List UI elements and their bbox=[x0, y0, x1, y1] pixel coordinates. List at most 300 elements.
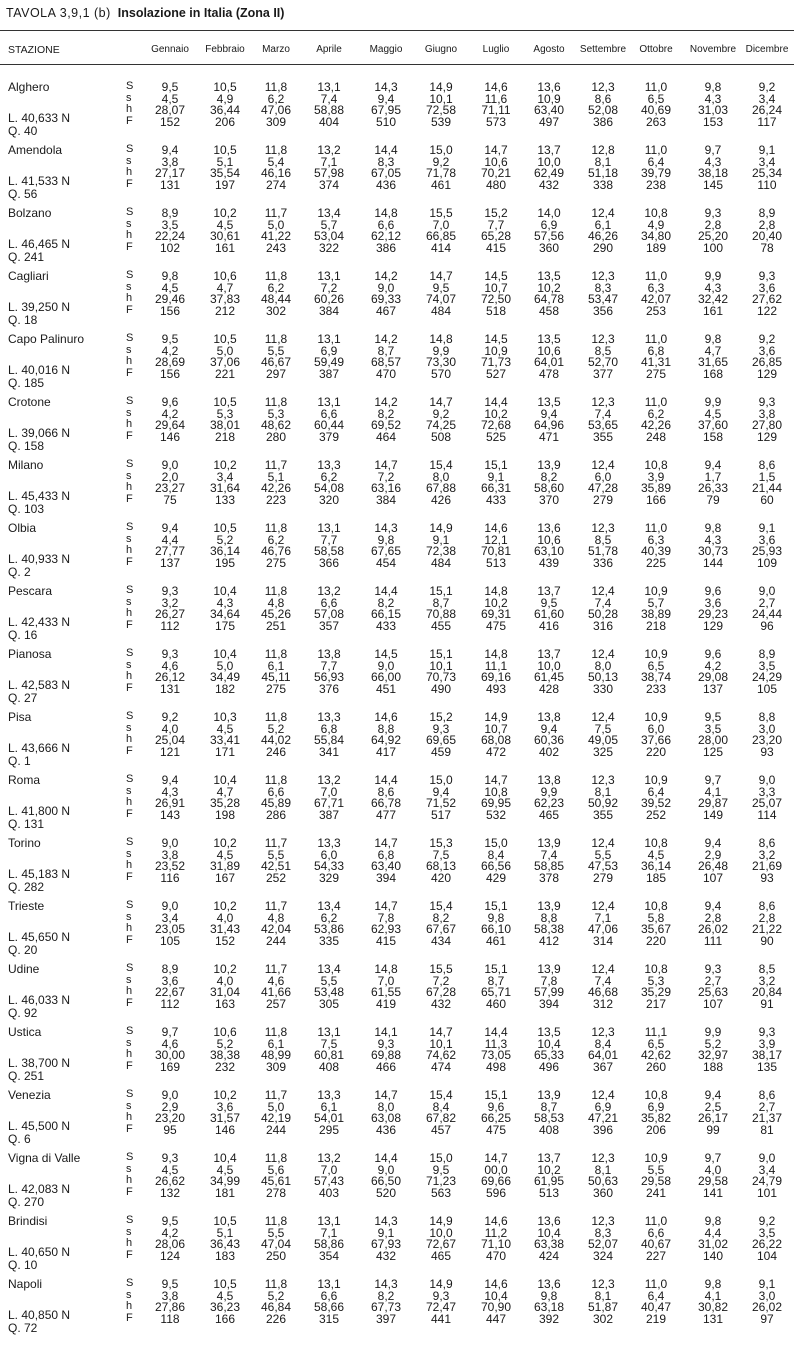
table-cell: 6,2 bbox=[320, 470, 338, 484]
station-altitude: Q. 2 bbox=[8, 565, 31, 579]
table-cell: 22,24 bbox=[154, 229, 186, 243]
table-cell: 4,5 bbox=[704, 407, 722, 421]
table-cell: 11,7 bbox=[264, 206, 288, 220]
table-cell: 325 bbox=[592, 745, 614, 759]
table-cell: 10,1 bbox=[429, 92, 453, 106]
table-cell: 11,2 bbox=[484, 1226, 508, 1240]
table-cell: 232 bbox=[214, 1060, 236, 1074]
table-cell: 46,68 bbox=[587, 985, 619, 999]
table-cell: 374 bbox=[318, 178, 340, 192]
table-cell: 9,4 bbox=[704, 836, 722, 850]
station-latitude: L. 45,650 N bbox=[8, 930, 71, 944]
table-cell: 14,7 bbox=[484, 1151, 508, 1165]
table-cell: 5,3 bbox=[267, 407, 285, 421]
table-cell: 260 bbox=[645, 1060, 667, 1074]
table-cell: 6,1 bbox=[267, 659, 285, 673]
table-cell: 27,62 bbox=[751, 292, 783, 306]
table-cell: 11,8 bbox=[264, 521, 288, 535]
table-cell: 465 bbox=[538, 808, 560, 822]
table-cell: 2,8 bbox=[704, 218, 722, 232]
table-cell: 478 bbox=[538, 367, 560, 381]
table-cell: 3,4 bbox=[758, 155, 776, 169]
row-symbol: h bbox=[126, 166, 133, 178]
table-cell: 417 bbox=[375, 745, 397, 759]
table-cell: 13,1 bbox=[317, 395, 341, 409]
table-cell: 539 bbox=[430, 115, 452, 129]
table-cell: 8,2 bbox=[432, 911, 450, 925]
table-cell: 8,8 bbox=[377, 722, 395, 736]
table-cell: 31,64 bbox=[209, 481, 241, 495]
table-cell: 11,8 bbox=[264, 584, 288, 598]
table-cell: 14,4 bbox=[374, 1151, 398, 1165]
table-cell: 14,5 bbox=[484, 332, 508, 346]
table-cell: 9,9 bbox=[540, 785, 558, 799]
table-cell: 11,8 bbox=[264, 269, 288, 283]
table-cell: 9,3 bbox=[377, 1037, 395, 1051]
table-cell: 39,79 bbox=[640, 166, 672, 180]
table-cell: 140 bbox=[702, 1249, 724, 1263]
table-cell: 402 bbox=[538, 745, 560, 759]
table-cell: 66,31 bbox=[480, 481, 512, 495]
table-cell: 25,07 bbox=[751, 796, 783, 810]
table-cell: 248 bbox=[645, 430, 667, 444]
row-symbol: S bbox=[126, 1214, 134, 1226]
table-cell: 31,43 bbox=[209, 922, 241, 936]
table-cell: 10,4 bbox=[537, 1037, 561, 1051]
table-cell: 15,4 bbox=[429, 899, 453, 913]
table-cell: 118 bbox=[160, 1312, 180, 1326]
table-cell: 6,4 bbox=[647, 1289, 665, 1303]
table-cell: 40,69 bbox=[640, 103, 672, 117]
station-block bbox=[0, 710, 794, 776]
table-cell: 31,03 bbox=[697, 103, 729, 117]
table-cell: 1,5 bbox=[758, 470, 776, 484]
table-cell: 13,9 bbox=[537, 458, 561, 472]
table-cell: 137 bbox=[702, 682, 724, 696]
table-cell: 31,65 bbox=[697, 355, 729, 369]
table-cell: 73,05 bbox=[480, 1048, 512, 1062]
table-cell: 48,99 bbox=[260, 1048, 292, 1062]
table-cell: 14,8 bbox=[429, 332, 453, 346]
table-cell: 14,7 bbox=[484, 143, 508, 157]
table-cell: 12,3 bbox=[591, 1214, 615, 1228]
table-cell: 9,5 bbox=[432, 281, 450, 295]
table-cell: 386 bbox=[592, 115, 614, 129]
table-cell: 4,1 bbox=[704, 1289, 722, 1303]
row-symbol: F bbox=[126, 745, 133, 757]
table-cell: 185 bbox=[645, 871, 667, 885]
table-cell: 4,8 bbox=[267, 911, 285, 925]
table-cell: 9,9 bbox=[704, 269, 722, 283]
table-cell: 12,4 bbox=[591, 206, 615, 220]
row-symbol: h bbox=[126, 859, 133, 871]
table-cell: 6,1 bbox=[267, 1037, 285, 1051]
table-cell: 67,05 bbox=[370, 166, 402, 180]
table-cell: 11,0 bbox=[644, 269, 668, 283]
table-cell: 72,38 bbox=[425, 544, 457, 558]
table-cell: 47,06 bbox=[260, 103, 292, 117]
row-symbol: s bbox=[126, 344, 132, 356]
table-cell: 466 bbox=[375, 1060, 397, 1074]
table-cell: 5,7 bbox=[647, 596, 665, 610]
table-cell: 457 bbox=[430, 1123, 452, 1137]
table-cell: 12,3 bbox=[591, 395, 615, 409]
row-symbol: F bbox=[126, 1312, 133, 1324]
table-cell: 458 bbox=[538, 304, 560, 318]
table-cell: 429 bbox=[485, 871, 507, 885]
table-cell: 4,5 bbox=[216, 1289, 234, 1303]
table-cell: 72,58 bbox=[425, 103, 457, 117]
table-cell: 10,0 bbox=[537, 155, 561, 169]
table-cell: 67,28 bbox=[425, 985, 457, 999]
table-cell: 9,4 bbox=[161, 521, 179, 535]
station-name: Napoli bbox=[8, 1277, 43, 1291]
table-cell: 9,6 bbox=[161, 395, 179, 409]
table-cell: 9,3 bbox=[432, 1289, 450, 1303]
table-cell: 149 bbox=[702, 808, 724, 822]
table-cell: 8,5 bbox=[594, 344, 612, 358]
table-cell: 14,4 bbox=[484, 395, 508, 409]
station-latitude: L. 45,500 N bbox=[8, 1119, 71, 1133]
table-cell: 378 bbox=[538, 871, 560, 885]
table-cell: 48,44 bbox=[260, 292, 292, 306]
table-cell: 3,5 bbox=[758, 1226, 776, 1240]
station-name: Capo Palinuro bbox=[8, 332, 85, 346]
table-cell: 12,4 bbox=[591, 458, 615, 472]
table-cell: 9,4 bbox=[704, 899, 722, 913]
table-cell: 8,1 bbox=[594, 785, 612, 799]
table-cell: 4,3 bbox=[704, 533, 722, 547]
table-cell: 27,80 bbox=[751, 418, 783, 432]
row-symbol: s bbox=[126, 1226, 132, 1238]
station-block bbox=[0, 1151, 794, 1217]
table-cell: 110 bbox=[757, 178, 777, 192]
table-cell: 23,20 bbox=[154, 1111, 186, 1125]
table-cell: 11,8 bbox=[264, 773, 288, 787]
month-header: Agosto bbox=[533, 44, 565, 55]
table-cell: 14,6 bbox=[484, 1277, 508, 1291]
row-symbol: s bbox=[126, 911, 132, 923]
table-cell: 9,3 bbox=[432, 722, 450, 736]
row-symbol: F bbox=[126, 367, 133, 379]
table-cell: 8,2 bbox=[377, 407, 395, 421]
table-cell: 122 bbox=[756, 304, 778, 318]
table-cell: 6,3 bbox=[647, 533, 665, 547]
table-cell: 62,12 bbox=[370, 229, 402, 243]
table-cell: 14,4 bbox=[484, 1025, 508, 1039]
row-symbol: F bbox=[126, 808, 133, 820]
row-symbol: h bbox=[126, 355, 133, 367]
table-cell: 13,3 bbox=[317, 1088, 341, 1102]
table-cell: 227 bbox=[645, 1249, 667, 1263]
table-cell: 72,47 bbox=[425, 1300, 457, 1314]
table-cell: 408 bbox=[318, 1060, 340, 1074]
table-cell: 14,5 bbox=[374, 647, 398, 661]
table-cell: 275 bbox=[645, 367, 667, 381]
table-cell: 10,9 bbox=[644, 1151, 668, 1165]
table-cell: 45,89 bbox=[260, 796, 292, 810]
month-header: Luglio bbox=[482, 44, 510, 55]
table-cell: 70,90 bbox=[480, 1300, 512, 1314]
table-cell: 338 bbox=[592, 178, 614, 192]
table-cell: 309 bbox=[265, 115, 287, 129]
table-cell: 42,04 bbox=[260, 922, 292, 936]
table-cell: 61,95 bbox=[533, 1174, 565, 1188]
table-cell: 14,9 bbox=[429, 1214, 453, 1228]
table-cell: 335 bbox=[318, 934, 340, 948]
month-header: Novembre bbox=[689, 44, 737, 55]
table-cell: 12,4 bbox=[591, 962, 615, 976]
table-cell: 15,1 bbox=[484, 458, 508, 472]
row-symbol: h bbox=[126, 985, 133, 997]
table-cell: 75 bbox=[163, 493, 177, 507]
month-header: Giugno bbox=[424, 44, 458, 55]
row-symbol: F bbox=[126, 1060, 133, 1072]
station-name: Brindisi bbox=[8, 1214, 48, 1228]
row-symbol: S bbox=[126, 1088, 134, 1100]
table-cell: 461 bbox=[485, 934, 507, 948]
table-cell: 12,3 bbox=[591, 1277, 615, 1291]
station-altitude: Q. 270 bbox=[8, 1195, 45, 1209]
table-cell: 3,6 bbox=[758, 533, 776, 547]
table-cell: 13,6 bbox=[537, 80, 561, 94]
table-cell: 10,5 bbox=[213, 143, 237, 157]
station-name: Bolzano bbox=[8, 206, 52, 220]
table-cell: 7,5 bbox=[594, 722, 612, 736]
station-latitude: L. 46,465 N bbox=[8, 237, 71, 251]
table-cell: 63,38 bbox=[533, 1237, 565, 1251]
table-cell: 35,67 bbox=[640, 922, 672, 936]
row-symbol: s bbox=[126, 974, 132, 986]
table-cell: 8,5 bbox=[758, 962, 776, 976]
table-cell: 596 bbox=[485, 1186, 507, 1200]
table-cell: 9,8 bbox=[377, 533, 395, 547]
table-cell: 58,88 bbox=[313, 103, 345, 117]
station-block bbox=[0, 1088, 794, 1154]
table-cell: 198 bbox=[214, 808, 236, 822]
table-cell: 27,17 bbox=[154, 166, 186, 180]
table-cell: 58,66 bbox=[313, 1300, 345, 1314]
table-cell: 52,08 bbox=[587, 103, 619, 117]
table-cell: 51,18 bbox=[587, 166, 619, 180]
table-cell: 8,2 bbox=[540, 470, 558, 484]
table-cell: 58,58 bbox=[313, 544, 345, 558]
table-cell: 370 bbox=[538, 493, 560, 507]
table-cell: 6,9 bbox=[647, 1100, 665, 1114]
table-cell: 244 bbox=[265, 934, 287, 948]
table-cell: 14,3 bbox=[374, 1214, 398, 1228]
table-cell: 4,3 bbox=[704, 281, 722, 295]
table-cell: 366 bbox=[318, 556, 340, 570]
station-altitude: Q. 241 bbox=[8, 250, 45, 264]
table-cell: 67,88 bbox=[425, 481, 457, 495]
table-cell: 414 bbox=[430, 241, 452, 255]
table-cell: 6,9 bbox=[594, 1100, 612, 1114]
row-symbol: F bbox=[126, 619, 133, 631]
row-symbol: F bbox=[126, 1186, 133, 1198]
table-cell: 9,4 bbox=[540, 722, 558, 736]
table-cell: 6,8 bbox=[647, 344, 665, 358]
table-cell: 8,6 bbox=[377, 785, 395, 799]
table-cell: 41,22 bbox=[260, 229, 292, 243]
table-cell: 131 bbox=[702, 1312, 724, 1326]
table-cell: 2,7 bbox=[758, 596, 776, 610]
table-cell: 71,23 bbox=[425, 1174, 457, 1188]
table-cell: 70,88 bbox=[425, 607, 457, 621]
table-cell: 20,40 bbox=[751, 229, 783, 243]
table-cell: 4,5 bbox=[216, 218, 234, 232]
station-latitude: L. 41,533 N bbox=[8, 174, 71, 188]
table-cell: 42,07 bbox=[640, 292, 672, 306]
row-symbol: s bbox=[126, 722, 132, 734]
table-cell: 4,9 bbox=[216, 92, 234, 106]
table-cell: 4,4 bbox=[704, 1226, 722, 1240]
table-cell: 246 bbox=[265, 745, 287, 759]
table-cell: 26,02 bbox=[751, 1300, 783, 1314]
table-cell: 13,7 bbox=[537, 647, 561, 661]
table-cell: 14,2 bbox=[374, 395, 398, 409]
table-cell: 64,96 bbox=[533, 418, 565, 432]
table-cell: 7,2 bbox=[432, 974, 450, 988]
table-cell: 51,78 bbox=[587, 544, 619, 558]
table-cell: 379 bbox=[318, 430, 340, 444]
table-cell: 432 bbox=[375, 1249, 397, 1263]
table-cell: 34,64 bbox=[209, 607, 241, 621]
table-cell: 129 bbox=[702, 619, 724, 633]
table-cell: 470 bbox=[485, 1249, 507, 1263]
table-cell: 11,8 bbox=[264, 395, 288, 409]
table-cell: 2,9 bbox=[704, 848, 722, 862]
table-cell: 116 bbox=[160, 871, 180, 885]
table-cell: 4,3 bbox=[161, 785, 179, 799]
table-cell: 26,02 bbox=[697, 922, 729, 936]
table-cell: 71,11 bbox=[481, 103, 511, 117]
table-cell: 48,62 bbox=[260, 418, 292, 432]
table-cell: 9,3 bbox=[758, 1025, 776, 1039]
table-cell: 354 bbox=[318, 1249, 340, 1263]
table-cell: 13,6 bbox=[537, 1214, 561, 1228]
table-cell: 9,0 bbox=[161, 836, 179, 850]
table-cell: 93 bbox=[760, 745, 774, 759]
table-cell: 74,62 bbox=[425, 1048, 457, 1062]
table-cell: 8,9 bbox=[161, 962, 179, 976]
table-cell: 386 bbox=[375, 241, 397, 255]
table-cell: 532 bbox=[485, 808, 507, 822]
table-cell: 9,7 bbox=[704, 773, 722, 787]
table-cell: 6,2 bbox=[267, 281, 285, 295]
table-cell: 3,0 bbox=[758, 1289, 776, 1303]
table-cell: 47,04 bbox=[260, 1237, 292, 1251]
table-cell: 63,40 bbox=[533, 103, 565, 117]
row-symbol: S bbox=[126, 584, 134, 596]
table-cell: 7,4 bbox=[594, 407, 612, 421]
table-cell: 38,17 bbox=[751, 1048, 783, 1062]
month-header: Ottobre bbox=[639, 44, 673, 55]
table-cell: 42,19 bbox=[260, 1111, 292, 1125]
table-cell: 9,6 bbox=[704, 584, 722, 598]
table-cell: 428 bbox=[538, 682, 560, 696]
table-cell: 6,0 bbox=[320, 848, 338, 862]
table-cell: 156 bbox=[159, 304, 181, 318]
table-cell: 114 bbox=[757, 808, 777, 822]
table-cell: 61,60 bbox=[533, 607, 565, 621]
table-cell: 573 bbox=[485, 115, 507, 129]
table-cell: 484 bbox=[430, 304, 452, 318]
table-cell: 141 bbox=[702, 1186, 724, 1200]
table-cell: 403 bbox=[318, 1186, 340, 1200]
table-cell: 66,78 bbox=[370, 796, 402, 810]
table-cell: 244 bbox=[265, 1123, 287, 1137]
table-cell: 3,4 bbox=[758, 92, 776, 106]
table-cell: 12,4 bbox=[591, 899, 615, 913]
table-cell: 71,78 bbox=[425, 166, 457, 180]
station-name: Torino bbox=[8, 836, 41, 850]
table-cell: 50,63 bbox=[587, 1174, 619, 1188]
table-cell: 59,49 bbox=[313, 355, 345, 369]
table-cell: 474 bbox=[430, 1060, 452, 1074]
table-cell: 26,12 bbox=[154, 670, 186, 684]
table-cell: 9,8 bbox=[704, 1214, 722, 1228]
row-symbol: s bbox=[126, 92, 132, 104]
table-cell: 9,0 bbox=[377, 659, 395, 673]
month-header: Febbraio bbox=[205, 44, 245, 55]
table-cell: 183 bbox=[214, 1249, 236, 1263]
row-symbol: h bbox=[126, 103, 133, 115]
table-cell: 13,8 bbox=[537, 710, 561, 724]
table-cell: 316 bbox=[592, 619, 614, 633]
table-cell: 5,8 bbox=[647, 911, 665, 925]
table-cell: 341 bbox=[318, 745, 340, 759]
row-symbol: s bbox=[126, 785, 132, 797]
table-cell: 497 bbox=[538, 115, 560, 129]
table-cell: 8,7 bbox=[432, 596, 450, 610]
table-cell: 218 bbox=[214, 430, 236, 444]
table-cell: 36,14 bbox=[209, 544, 241, 558]
station-altitude: Q. 103 bbox=[8, 502, 45, 516]
table-cell: 13,1 bbox=[317, 332, 341, 346]
table-cell: 9,0 bbox=[161, 899, 179, 913]
table-cell: 161 bbox=[702, 304, 724, 318]
table-cell: 10,2 bbox=[213, 836, 237, 850]
row-symbol: h bbox=[126, 670, 133, 682]
table-cell: 5,0 bbox=[267, 1100, 285, 1114]
table-cell: 384 bbox=[318, 304, 340, 318]
station-block bbox=[0, 1214, 794, 1280]
table-cell: 10,2 bbox=[213, 206, 237, 220]
table-cell: 8,6 bbox=[758, 1088, 776, 1102]
table-cell: 21,22 bbox=[751, 922, 783, 936]
station-block bbox=[0, 962, 794, 1028]
table-cell: 40,67 bbox=[640, 1237, 672, 1251]
station-latitude: L. 42,083 N bbox=[8, 1182, 71, 1196]
table-cell: 9,1 bbox=[487, 470, 505, 484]
station-block bbox=[0, 584, 794, 650]
table-cell: 6,2 bbox=[647, 407, 665, 421]
table-cell: 30,61 bbox=[209, 229, 241, 243]
table-cell: 4,5 bbox=[161, 1163, 179, 1177]
table-cell: 7,2 bbox=[320, 281, 338, 295]
month-header: Maggio bbox=[369, 44, 403, 55]
table-cell: 4,9 bbox=[647, 218, 665, 232]
table-cell: 26,27 bbox=[154, 607, 186, 621]
table-cell: 9,1 bbox=[758, 1277, 776, 1291]
table-cell: 45,26 bbox=[260, 607, 292, 621]
station-name: Alghero bbox=[8, 80, 50, 94]
table-cell: 11,8 bbox=[264, 1214, 288, 1228]
table-cell: 432 bbox=[430, 997, 452, 1011]
row-symbol: h bbox=[126, 1237, 133, 1249]
table-cell: 58,53 bbox=[533, 1111, 565, 1125]
